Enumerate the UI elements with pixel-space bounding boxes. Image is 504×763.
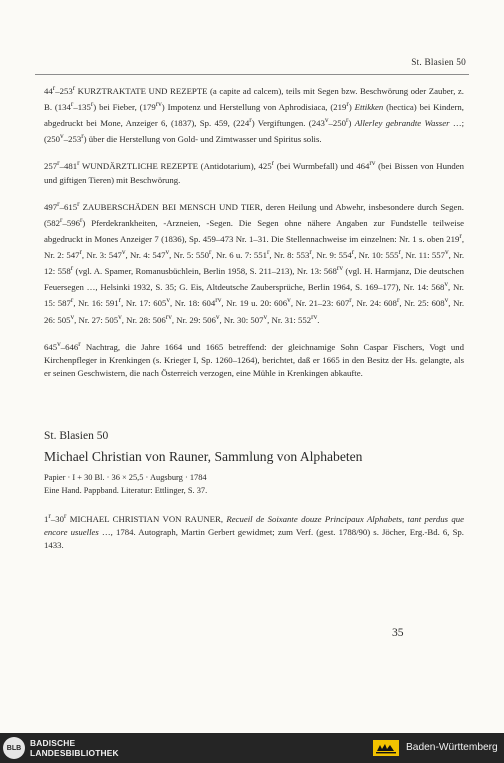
blb-name[interactable] [30, 738, 119, 758]
lion-coat-of-arms-icon[interactable] [373, 740, 399, 756]
header-rule [35, 74, 469, 75]
footer-bar [0, 733, 504, 763]
blb-logo-icon[interactable]: BLB [3, 737, 25, 759]
bw-label[interactable]: Baden-Württemberg [406, 742, 498, 753]
running-header: St. Blasien 50 [411, 58, 466, 68]
section-meta: Papier · I + 30 Bl. · 36 × 25,5 · Augsburg · 1784 [44, 473, 207, 483]
entry-zauberschaeden: 497$^r$–615$^r$ ZAUBERSCHÄDEN BEI MENSCH UND TIER, deren Heilung und Abwehr, insbesondere durch Segen. (582$^r$–596$^r$) Pferdekrankheiten, -Arzneien, -Segen. Die Segen ohne nähere Angaben zur Fundstelle teilweise abgedruckt in Mones Anzeiger 7 (1836), Sp. 459–473 Nr. 1–31. Die Stellennachweise im einzelnen: Nr. 1 s. oben 219$^r$, Nr. 2: 547$^r$, Nr. 3: 547$^v$, Nr. 4: 547$^v$, Nr. 5: 550$^r$, Nr. 6 u. 7: 551$^r$, Nr. 8: 553$^r$, Nr. 9: 554$^r$, Nr. 10: 555$^r$, Nr. 11: 557$^v$, Nr. 12: 558$^r$ (vgl. A. Spamer, Romanusbüchlein, Berlin 1958, S. 211–213), Nr. 13: $568^{rv}$ (vgl. H. Harmjanz, Die deutschen Feuersegen …, Helsinki 1932, S. 35; G. Eis, Altdeutsche Zaubersprüche, Berlin 1964, S. 169–177), Nr. 14: 568$^v$, Nr. 15: 587$^r$, Nr. 16: 591$^r$, Nr. 17: 605$^v$, Nr. 18: $604^{rv}$, Nr. 19 u. 20: 606$^v$, Nr. 21–23: 607$^r$, Nr. 24: 608$^r$, Nr. 25: 608$^v$, Nr. 26: 505$^v$, Nr. 27: 505$^v$, Nr. 28: $506^{rv}$, Nr. 29: 506$^v$, Nr. 30: 507$^v$, Nr. 31: $552^{rv}$. [44, 199, 465, 325]
page-body [44, 82, 464, 564]
entry-wundaerztliche: 257$^r$–481$^r$ WUNDÄRZTLICHE REZEPTE (Antidotarium), 425$^r$ (bei Wurmbefall) und $464^{rv}$ (bei Bissen von Hunden und giftigen Tieren) mit Beschwörung. [44, 159, 464, 185]
entry-nachtrag: 645$^v$–646$^r$ Nachtrag, die Jahre 1664 und 1665 betreffend: der gleichnamige Sohn Caspar Fischers, Vogt und Kirchenpfleger in Krenkingen (s. Krieger I, Sp. 1260–1264), berichtet, daß er 1665 in den Besitz der Hs. gelangte, als er seinen Geschwistern, die nach Österreich verzogen, eine Mühle in Krenkingen abkaufte. [44, 339, 464, 378]
blb-line-1: BADISCHE [30, 738, 76, 748]
entry-rauner: 1$^r$–30$^r$ MICHAEL CHRISTIAN VON RAUNER, Recueil de Soixante douze Principaux Alphabets, tant perdus que encore usuelles …, 1784. Autograph, Martin Gerbert gewidmet; zum Verf. (gest. 1788/90) s. Jöcher, Erg.-Bd. 6, Sp. 1433. [44, 512, 464, 551]
entry-kurztraktate: 44$^r$–253$^r$ KURZTRAKTATE UND REZEPTE (a capite ad calcem), teils mit Segen bzw. Beschwörung oder Zauber, z. B. (134$^r$–135$^r$) bei Fieber, $(179^{rv})$ Impotenz und Herstellung von Aphrodisiaca, (219$^r$) Ettikken (hectica) bei Kindern, abgedruckt bei Mone, Anzeiger 6, (1837), Sp. 459, (224$^r$) Vergiftungen. (243$^v$–250$^r$) Allerley gebrandte Wasser …; (250$^v$–253$^r$) über die Herstellung von Gold- und Zimtwasser und Spiritus solis. [44, 84, 464, 145]
section-title: St. Blasien 50 [44, 430, 109, 443]
section-meta-2: Eine Hand. Pappband. Literatur: Ettlinger, S. 37. [44, 486, 208, 496]
blb-line-2: LANDESBIBLIOTHEK [30, 748, 119, 758]
section-subtitle: Michael Christian von Rauner, Sammlung von Alphabeten [44, 449, 363, 465]
page-number: 35 [392, 626, 404, 639]
